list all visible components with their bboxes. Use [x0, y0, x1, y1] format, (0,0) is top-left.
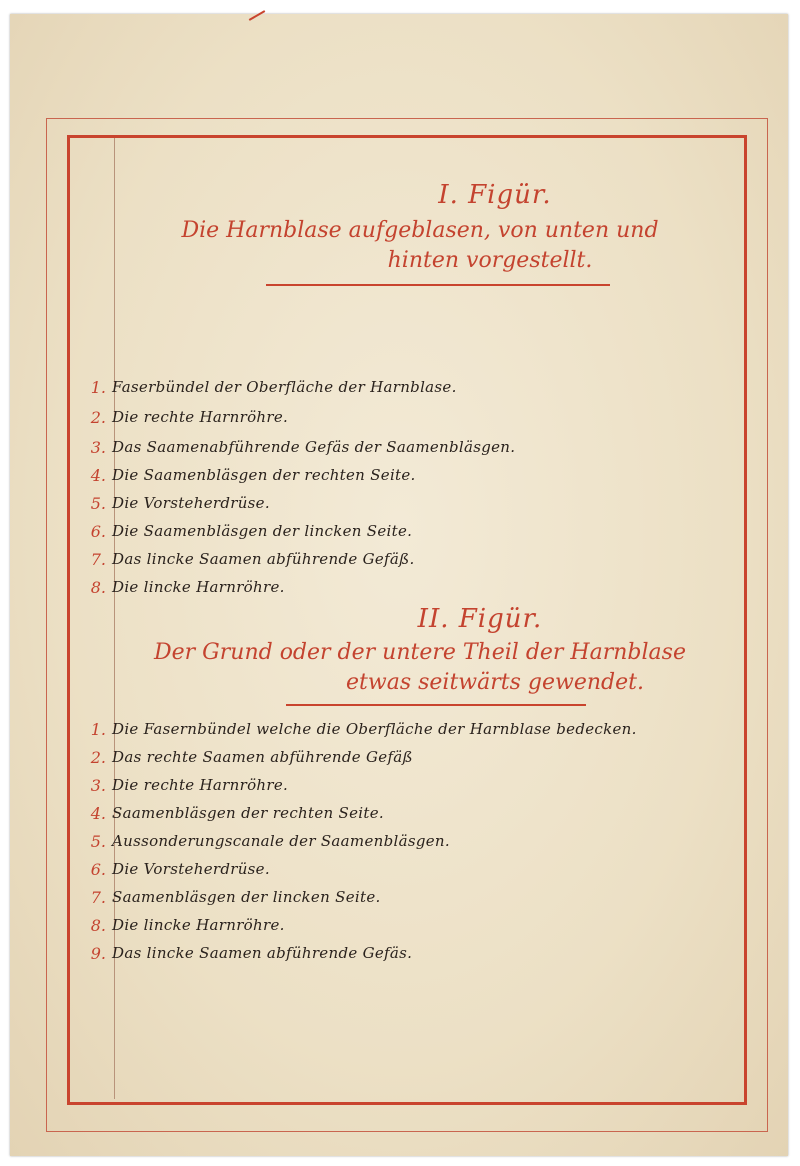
item-text: Die lincke Harnröhre.	[112, 578, 285, 596]
figure2-title: II. Figür.	[417, 604, 543, 634]
item-number: 4.	[90, 804, 106, 823]
item-text: Saamenbläsgen der lincken Seite.	[112, 888, 381, 906]
item-text: Das rechte Saamen abführende Gefäß	[112, 748, 413, 766]
item-number: 2.	[90, 748, 106, 767]
item-number: 2.	[90, 408, 106, 427]
figure1-subtitle-line2: hinten vorgestellt.	[387, 248, 593, 273]
figure1-subtitle-line1: Die Harnblase aufgeblasen, von unten und	[181, 218, 659, 243]
item-text: Aussonderungscanale der Saamenbläsgen.	[112, 832, 450, 850]
item-text: Die Vorsteherdrüse.	[112, 860, 270, 878]
manuscript-page	[10, 14, 788, 1156]
item-number: 6.	[90, 522, 106, 541]
item-number: 8.	[90, 916, 106, 935]
red-corner-mark	[249, 10, 270, 28]
item-text: Saamenbläsgen der rechten Seite.	[112, 804, 384, 822]
item-text: Die Saamenbläsgen der rechten Seite.	[112, 466, 416, 484]
item-number: 6.	[90, 860, 106, 879]
item-number: 4.	[90, 466, 106, 485]
item-number: 7.	[90, 550, 106, 569]
item-text: Das Saamenabführende Gefäs der Saamenbläsgen.	[112, 438, 516, 456]
item-text: Das lincke Saamen abführende Gefäß.	[112, 550, 415, 568]
item-number: 1.	[90, 720, 106, 739]
item-text: Die Fasernbündel welche die Oberfläche der Harnblase bedecken.	[112, 720, 637, 738]
figure2-subtitle-line2: etwas seitwärts gewendet.	[346, 670, 644, 695]
item-text: Die Saamenbläsgen der lincken Seite.	[112, 522, 413, 540]
item-text: Die lincke Harnröhre.	[112, 916, 285, 934]
figure1-heading	[130, 180, 710, 276]
item-text: Die rechte Harnröhre.	[112, 776, 289, 794]
figure1-title: I. Figür.	[438, 180, 552, 210]
figure2-underline	[286, 704, 586, 706]
item-text: Faserbündel der Oberfläche der Harnblase.	[112, 378, 457, 396]
item-text: Die rechte Harnröhre.	[112, 408, 289, 426]
item-text: Die Vorsteherdrüse.	[112, 494, 270, 512]
item-number: 5.	[90, 494, 106, 513]
item-number: 3.	[90, 776, 106, 795]
item-number: 9.	[90, 944, 106, 963]
item-text: Das lincke Saamen abführende Gefäs.	[112, 944, 413, 962]
item-number: 5.	[90, 832, 106, 851]
item-number: 7.	[90, 888, 106, 907]
item-number: 3.	[90, 438, 106, 457]
figure2-subtitle-line1: Der Grund oder der untere Theil der Harnblase	[154, 640, 686, 665]
item-number: 8.	[90, 578, 106, 597]
item-number: 1.	[90, 378, 106, 397]
figure2-heading	[130, 604, 710, 698]
figure1-underline	[266, 284, 610, 286]
